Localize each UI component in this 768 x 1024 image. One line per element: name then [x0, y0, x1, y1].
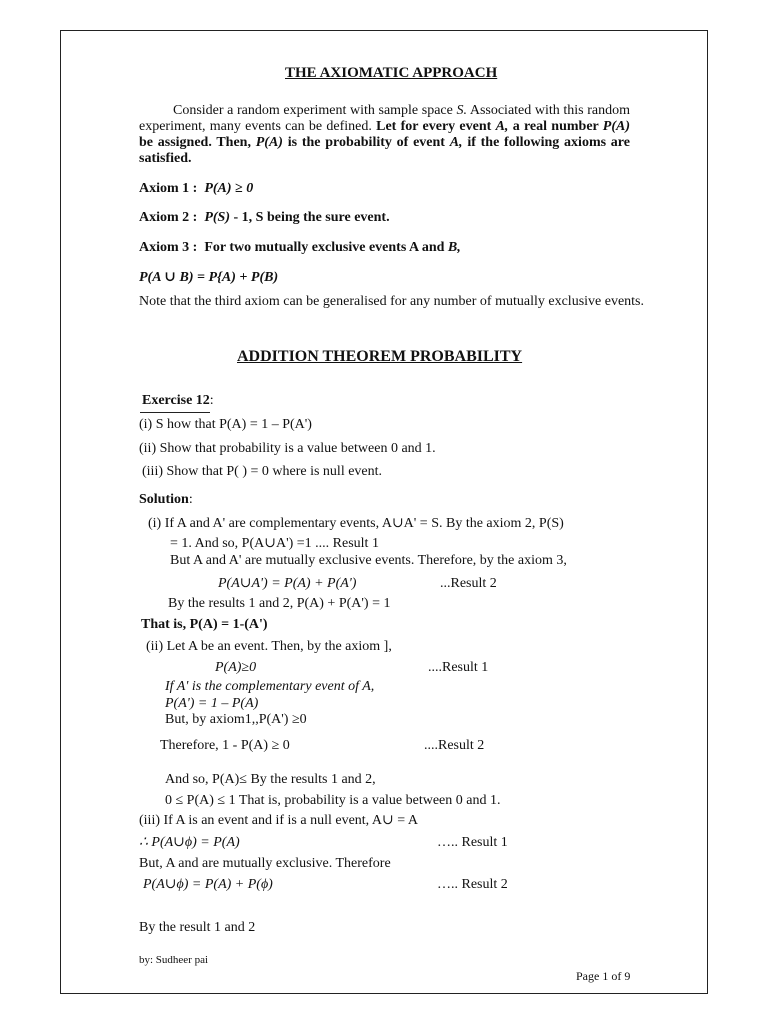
solution-line: P(A') = 1 – P(A) [165, 696, 259, 711]
solution-equation: P(A∪A') = P(A) + P(A') [218, 576, 357, 591]
exercise-label: Exercise 12: [142, 393, 214, 408]
solution-line: By the result 1 and 2 [139, 920, 256, 935]
result-label: ....Result 2 [424, 738, 485, 753]
axiom-3-formula: P(A ∪ B) = P{A) + P(B) [139, 270, 279, 285]
solution-line: (i) If A and A' are complementary events, A∪A' = S. By the axiom 2, P(S) [148, 516, 564, 531]
axiom-note: Note that the third axiom can be generalised for any number of mutually exclusive events. [139, 294, 645, 309]
section-title: ADDITION THEOREM PROBABILITY [237, 348, 523, 365]
solution-line: 0 ≤ P(A) ≤ 1 That is, probability is a value between 0 and 1. [165, 793, 501, 808]
page-title: THE AXIOMATIC APPROACH [285, 65, 498, 81]
solution-line: = 1. And so, P(A∪A') =1 .... Result 1 [170, 536, 379, 551]
result-label: ….. Result 2 [437, 877, 508, 892]
solution-line: But, A and are mutually exclusive. Therefore [139, 856, 391, 871]
axiom-2: Axiom 2 : P(S) - 1, S being the sure event. [139, 210, 390, 225]
result-label: ....Result 1 [428, 660, 489, 675]
solution-equation: P(A)≥0 [215, 660, 257, 675]
result-label: ….. Result 1 [437, 835, 508, 850]
solution-equation: ∴ P(A∪ϕ) = P(A) [139, 835, 240, 850]
exercise-underline [140, 412, 210, 413]
solution-line: And so, P(A)≤ By the results 1 and 2, [165, 772, 376, 787]
solution-equation: P(A∪ϕ) = P(A) + P(ϕ) [143, 877, 273, 892]
exercise-q2: (ii) Show that probability is a value between 0 and 1. [139, 441, 436, 456]
solution-equation: Therefore, 1 - P(A) ≥ 0 [160, 738, 290, 753]
page-number: Page 1 of 9 [576, 969, 631, 983]
intro-paragraph: Consider a random experiment with sample space S. Associated with this random experiment, many events can be defined. Let for every event A, a real number P(A) be assigned. Then, P(A) is the probability of event A, if the following axioms are satisfied. [139, 103, 630, 166]
solution-line: But A and A' are mutually exclusive events. Therefore, by the axiom 3, [170, 553, 567, 568]
axiom-3: Axiom 3 : For two mutually exclusive events A and B, [139, 240, 461, 255]
solution-line: (iii) If A is an event and if is a null event, A∪ = A [139, 813, 418, 828]
solution-line: By the results 1 and 2, P(A) + P(A') = 1 [168, 596, 391, 611]
result-label: ...Result 2 [440, 576, 497, 591]
exercise-q1: (i) S how that P(A) = 1 – P(A') [139, 417, 312, 432]
solution-label: Solution: [139, 492, 193, 507]
solution-line: If A' is the complementary event of A, [165, 679, 375, 694]
solution-line: (ii) Let A be an event. Then, by the axiom ], [146, 639, 392, 654]
exercise-q3: (iii) Show that P( ) = 0 where is null event. [142, 464, 383, 479]
solution-line: That is, P(A) = 1-(A') [141, 617, 268, 632]
solution-line: But, by axiom1,,P(A') ≥0 [165, 712, 307, 727]
axiom-1: Axiom 1 : P(A) ≥ 0 [139, 181, 254, 196]
footer-author: by: Sudheer pai [139, 954, 209, 966]
